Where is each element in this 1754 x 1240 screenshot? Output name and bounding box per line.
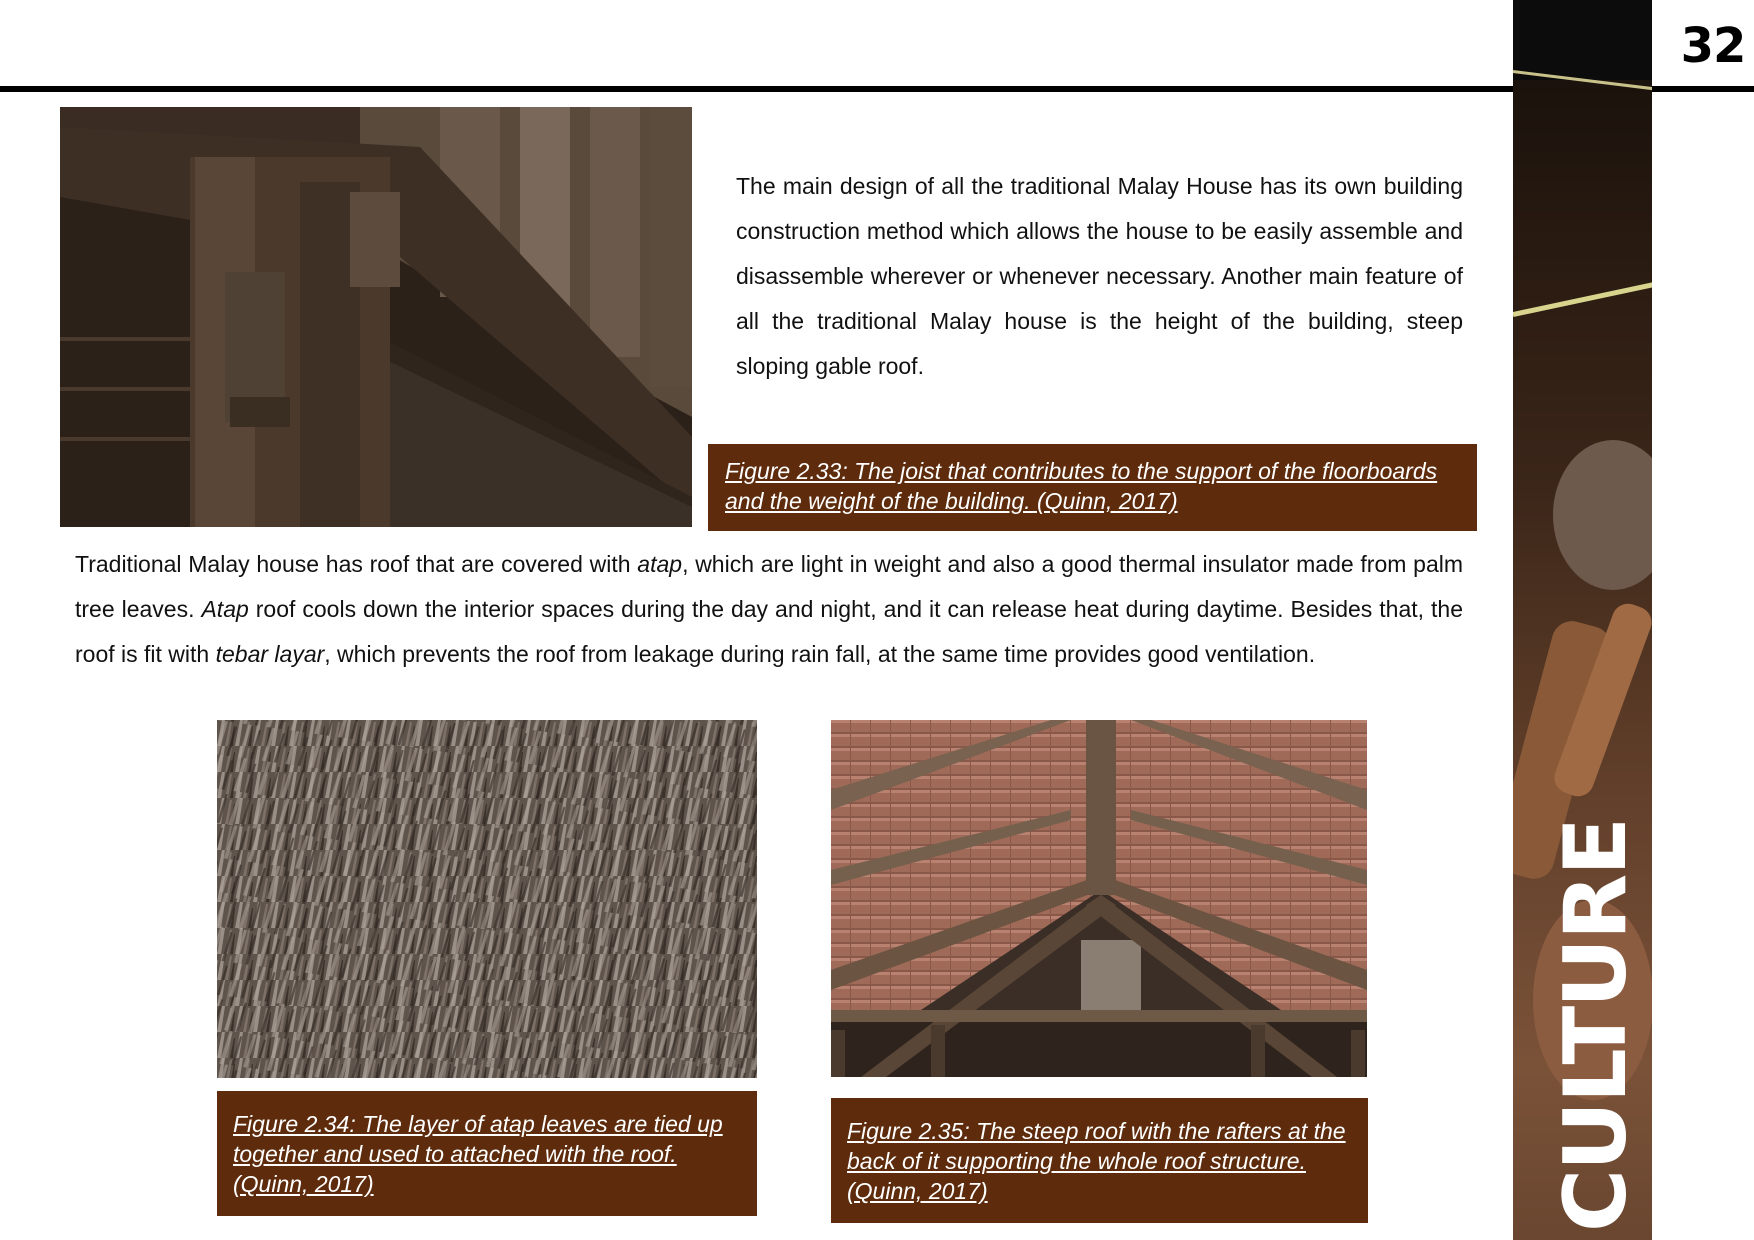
side-banner-top-block (1513, 0, 1652, 80)
figure-2-34-caption-text: Figure 2.34: The layer of atap leaves are tied up together and used to attached with the roof. (Quinn, 2017) (233, 1111, 723, 1197)
figure-2-35-caption (831, 1098, 1368, 1223)
paragraph-2-text: , which are light in weight and also a good thermal insulator made from palm tree leaves. (75, 551, 1464, 622)
figure-2-33-caption-text: Figure 2.33: The joist that contributes to the support of the floorboards and the weight of the building. (Quinn, 2017) (725, 458, 1438, 514)
term-atap: Atap (201, 596, 249, 622)
paragraph-2-text: roof cools down the interior spaces during the day and night, and it can release heat during daytime. Besides that, the roof is fit with (75, 596, 1463, 667)
paragraph-2 (75, 542, 1463, 677)
section-label: CULTURE (1546, 819, 1646, 1232)
atap-thatch-illustration (217, 720, 757, 1078)
header-rule (0, 86, 1754, 92)
figure-2-35-photo (831, 720, 1367, 1077)
joist-photo-illustration (60, 107, 692, 527)
term-tebar-layar: tebar layar (215, 641, 325, 667)
paragraph-2-text: , which prevents the roof from leakage during rain fall, at the same time provides good ventilation. (324, 641, 1316, 667)
figure-2-33-photo (60, 107, 692, 527)
paragraph-1: The main design of all the traditional Malay House has its own building construction method which allows the house to be easily assemble and disassemble wherever or whenever necessary. Another main feature of all the traditional Malay house is the height of the building, steep sloping gable roof. (736, 173, 1463, 379)
figure-2-33-caption (708, 444, 1477, 531)
term-atap: atap (637, 551, 683, 577)
figure-2-34-caption (217, 1091, 757, 1216)
figure-2-35-caption-text: Figure 2.35: The steep roof with the rafters at the back of it supporting the whole roof structure. (Quinn, 2017) (847, 1118, 1346, 1204)
paragraph-2-text: Traditional Malay house has roof that are covered with (75, 551, 638, 577)
figure-2-34-photo (217, 720, 757, 1078)
roof-rafters-illustration (831, 720, 1367, 1077)
page-number: 32 (1680, 18, 1746, 74)
